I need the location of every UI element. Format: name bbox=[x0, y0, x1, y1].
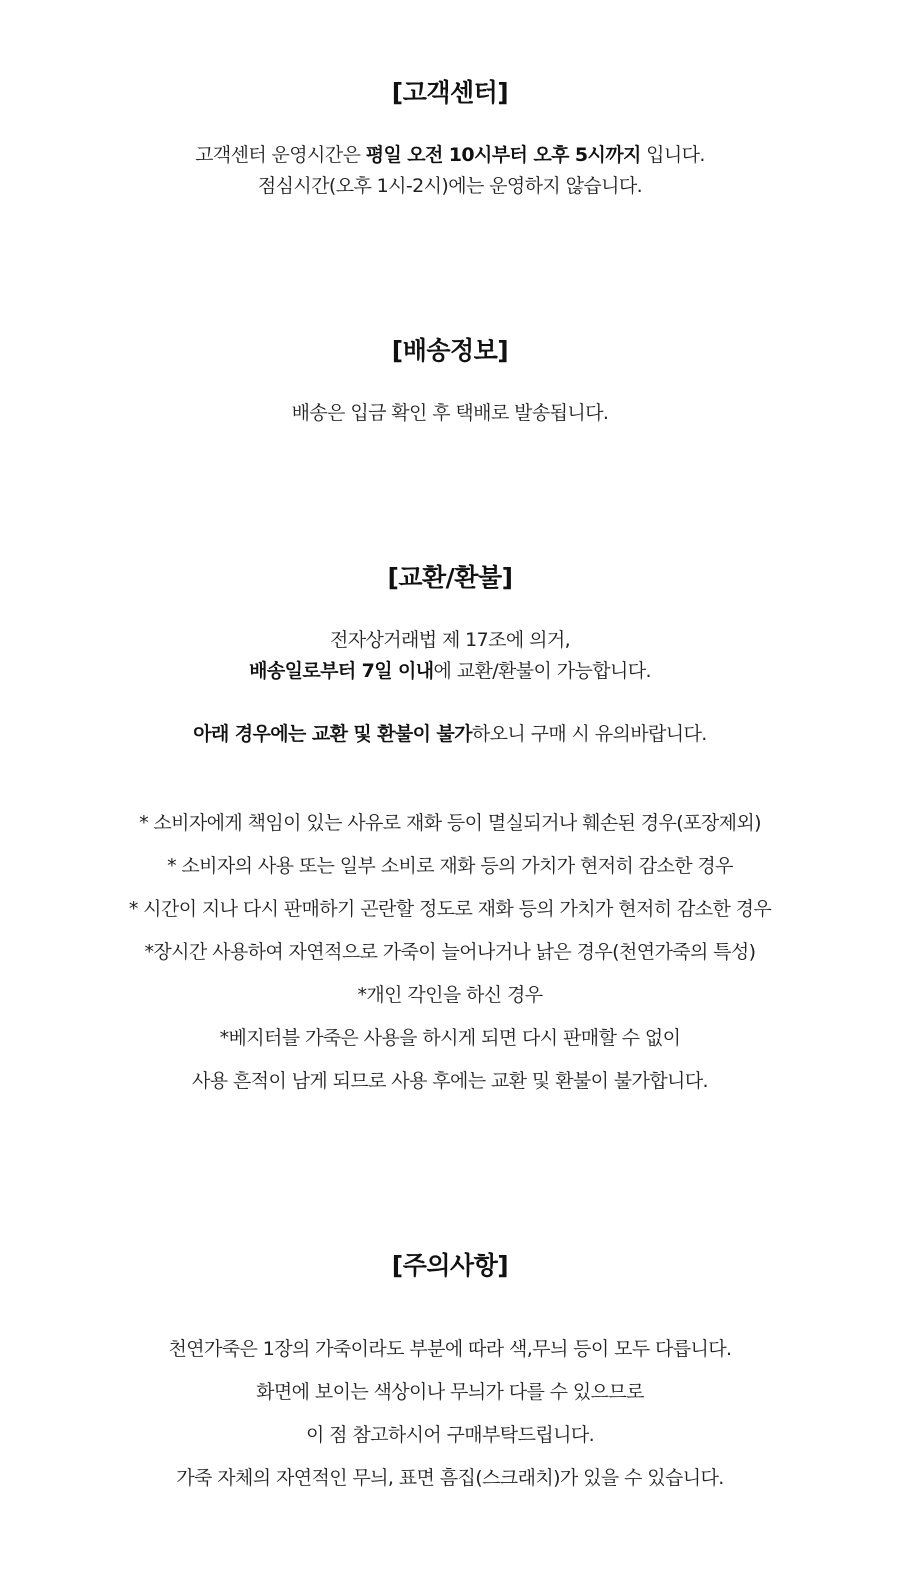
exchange-refund-body bbox=[0, 625, 900, 1103]
operating-hours-emphasis: 평일 오전 10시부터 오후 5시까지 bbox=[365, 144, 641, 166]
notice-line: 천연가죽은 1장의 가죽이라도 부분에 따라 색,무늬 등이 모두 다릅니다. bbox=[168, 1338, 732, 1360]
refund-period-emphasis: 배송일로부터 7일 이내 bbox=[249, 660, 434, 682]
shipping-section bbox=[0, 334, 900, 429]
notice-body bbox=[0, 1328, 900, 1500]
customer-center-body bbox=[0, 140, 900, 202]
list-item: * 시간이 지나 다시 판매하기 곤란할 정도로 재화 등의 가치가 현저히 감소한 경우 bbox=[128, 898, 772, 920]
notice-line: 이 점 참고하시어 구매부탁드립니다. bbox=[305, 1424, 595, 1446]
notice-line: 가죽 자체의 자연적인 무늬, 표면 흠집(스크래치)가 있을 수 있습니다. bbox=[176, 1467, 724, 1489]
refund-warning-text bbox=[0, 719, 900, 750]
law-reference-text: 전자상거래법 제 17조에 의거, bbox=[329, 629, 571, 651]
customer-center-title: [고객센터] bbox=[391, 78, 509, 107]
shipping-title: [배송정보] bbox=[391, 336, 509, 365]
list-item: 사용 흔적이 남게 되므로 사용 후에는 교환 및 환불이 불가합니다. bbox=[191, 1070, 708, 1092]
notice-title: [주의사항] bbox=[391, 1251, 509, 1280]
exchange-refund-section bbox=[0, 561, 900, 1103]
list-item: * 소비자의 사용 또는 일부 소비로 재화 등의 가치가 현저히 감소한 경우 bbox=[167, 855, 733, 877]
list-item: *베지터블 가죽은 사용을 하시게 되면 다시 판매할 수 없이 bbox=[219, 1027, 681, 1049]
refund-warning-emphasis: 아래 경우에는 교환 및 환불이 불가 bbox=[193, 723, 472, 745]
list-item: * 소비자에게 책임이 있는 사유로 재화 등이 멸실되거나 훼손된 경우(포장제외) bbox=[139, 812, 761, 834]
list-item: *장시간 사용하여 자연적으로 가죽이 늘어나거나 낡은 경우(천연가죽의 특성) bbox=[144, 941, 756, 963]
refund-period-text bbox=[0, 656, 900, 687]
operating-hours-text bbox=[0, 140, 900, 171]
operating-hours-prefix: 고객센터 운영시간은 bbox=[195, 144, 366, 166]
shipping-text: 배송은 입금 확인 후 택배로 발송됩니다. bbox=[291, 402, 609, 424]
refund-warning-suffix: 하오니 구매 시 유의바랍니다. bbox=[471, 723, 707, 745]
notice-section bbox=[0, 1249, 900, 1500]
refund-period-suffix: 에 교환/환불이 가능합니다. bbox=[433, 660, 651, 682]
notice-line: 화면에 보이는 색상이나 무늬가 다를 수 있으므로 bbox=[256, 1381, 644, 1403]
lunch-hours-text: 점심시간(오후 1시-2시)에는 운영하지 않습니다. bbox=[257, 175, 643, 197]
non-refundable-list bbox=[0, 802, 900, 1103]
customer-center-section bbox=[0, 76, 900, 202]
shipping-body bbox=[0, 398, 900, 429]
operating-hours-suffix: 입니다. bbox=[640, 144, 705, 166]
exchange-refund-title: [교환/환불] bbox=[387, 563, 513, 592]
list-item: *개인 각인을 하신 경우 bbox=[357, 984, 543, 1006]
